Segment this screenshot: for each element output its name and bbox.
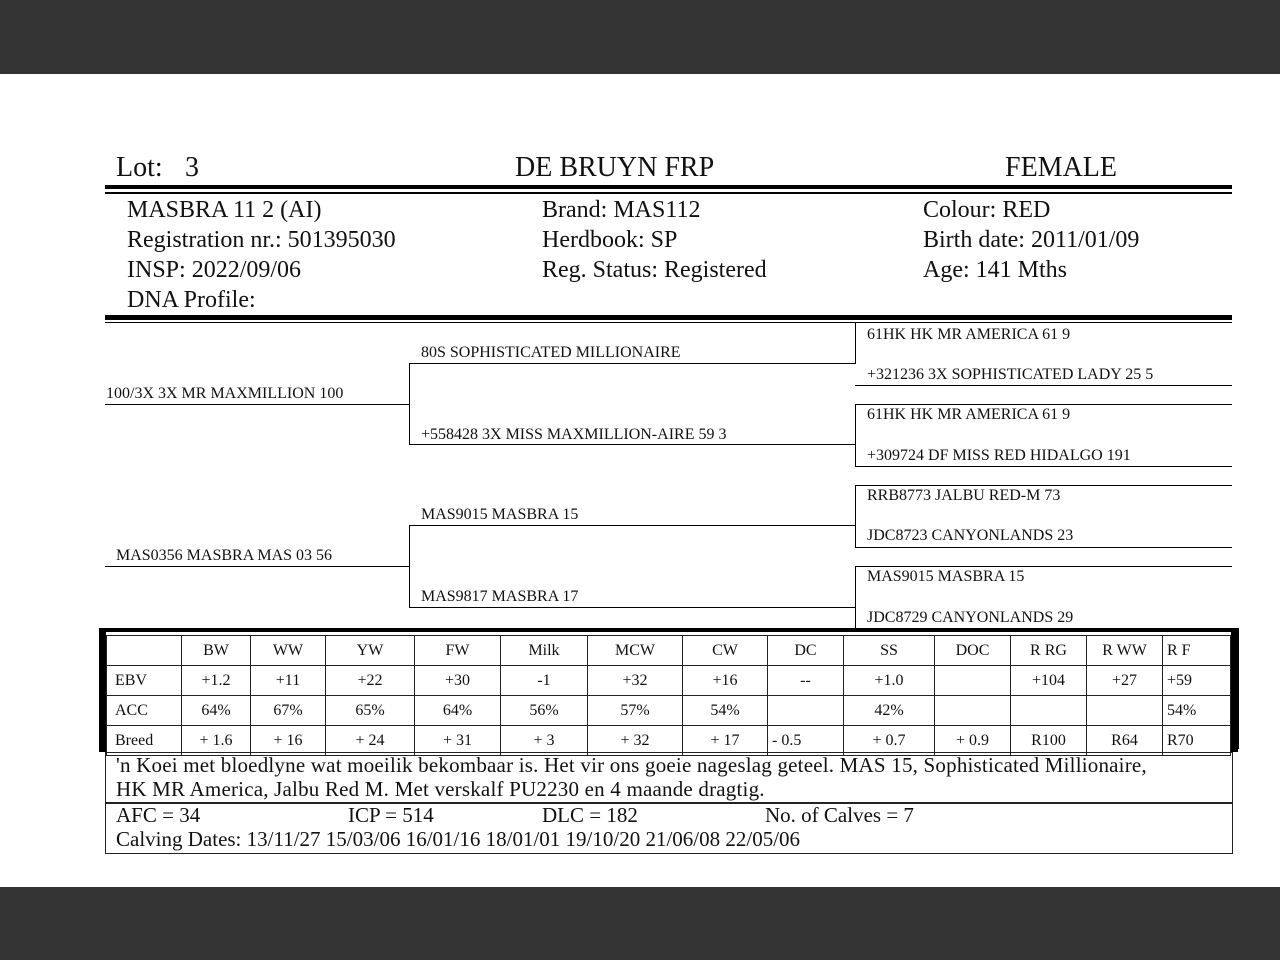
ggp-8: JDC8729 CANYONLANDS 29: [867, 609, 1074, 626]
acc-cell: 64%: [415, 696, 501, 726]
ebv-cell: -1: [501, 666, 588, 696]
ggp-6-line: [855, 547, 1232, 548]
breed-cell: + 3: [501, 726, 588, 756]
ebv-cell: +1.2: [182, 666, 251, 696]
info-rule-thin: [105, 322, 1232, 323]
ebv-cell: +16: [683, 666, 768, 696]
dam-sire: MAS9015 MASBRA 15: [421, 506, 579, 523]
breed-cell: + 17: [683, 726, 768, 756]
ebv-cell: +11: [251, 666, 326, 696]
acc-cell: 57%: [588, 696, 683, 726]
ggp-6: JDC8723 CANYONLANDS 23: [867, 527, 1074, 544]
acc-cell: 54%: [683, 696, 768, 726]
calves-count: No. of Calves = 7: [765, 803, 914, 827]
breed-cell: + 0.7: [844, 726, 935, 756]
acc-cell: [1011, 696, 1087, 726]
ebv-cell: +32: [588, 666, 683, 696]
sire-dam-line: [409, 444, 856, 445]
acc-cell: [768, 696, 844, 726]
dam-dam: MAS9817 MASBRA 17: [421, 588, 579, 605]
ggp-1: 61HK HK MR AMERICA 61 9: [867, 326, 1071, 343]
ggp-2-line: [855, 385, 1232, 386]
dam-bracket: [409, 525, 410, 608]
breed-cell: R64: [1087, 726, 1163, 756]
dam-sire-line: [409, 525, 856, 526]
acc-cell: 54%: [1163, 696, 1231, 726]
breed-cell: + 16: [251, 726, 326, 756]
sire-sire-line: [409, 363, 856, 364]
ggp-7: MAS9015 MASBRA 15: [867, 568, 1025, 585]
dlc-value: DLC = 182: [542, 803, 638, 827]
ebv-row-label: EBV: [107, 666, 182, 696]
ggp-5-line: [855, 485, 1232, 486]
icp-value: ICP = 514: [348, 803, 434, 827]
sire-sire: 80S SOPHISTICATED MILLIONAIRE: [421, 344, 681, 361]
breed-cell: + 31: [415, 726, 501, 756]
dna-profile: DNA Profile:: [127, 287, 256, 313]
comments-line-2: HK MR America, Jalbu Red M. Met verskalf PU2230 en 4 maande dragtig.: [116, 777, 765, 801]
ggp-7-line: [855, 566, 1232, 567]
ebv-header-cell: MCW: [588, 636, 683, 666]
info-rule-thick: [105, 315, 1232, 320]
sire-line: [105, 404, 410, 405]
acc-cell: 67%: [251, 696, 326, 726]
ggp-bracket-4: [855, 566, 856, 628]
ebv-header-cell: R F: [1163, 636, 1231, 666]
ggp-bracket-3: [855, 485, 856, 547]
ebv-header-cell: R RG: [1011, 636, 1087, 666]
ggp-3: 61HK HK MR AMERICA 61 9: [867, 406, 1071, 423]
ebv-header-cell: WW: [251, 636, 326, 666]
ebv-cell: +59: [1163, 666, 1231, 696]
breed-cell: R100: [1011, 726, 1087, 756]
breed-cell: - 0.5: [768, 726, 844, 756]
ggp-bracket-2: [855, 404, 856, 466]
ebv-header-cell: DOC: [935, 636, 1011, 666]
animal-name: MASBRA 11 2 (AI): [127, 197, 322, 223]
herdbook: Herdbook: SP: [542, 227, 678, 253]
ebv-header-row: [107, 636, 1231, 666]
breed-row: [107, 726, 1231, 756]
acc-cell: 42%: [844, 696, 935, 726]
ggp-4: +309724 DF MISS RED HIDALGO 191: [867, 447, 1131, 464]
ebv-header-cell: R WW: [1087, 636, 1163, 666]
ebv-header-cell: Milk: [501, 636, 588, 666]
afc-value: AFC = 34: [116, 803, 201, 827]
registration-status: Reg. Status: Registered: [542, 257, 767, 283]
ebv-header-cell: SS: [844, 636, 935, 666]
ggp-5: RRB8773 JALBU RED-M 73: [867, 487, 1061, 504]
breed-row-label: Breed: [107, 726, 182, 756]
ebv-cell: +1.0: [844, 666, 935, 696]
breed-cell: + 24: [326, 726, 415, 756]
ggp-4-line: [855, 466, 1232, 467]
ebv-header-cell: DC: [768, 636, 844, 666]
age: Age: 141 Mths: [923, 257, 1067, 283]
ggp-3-line: [855, 404, 1232, 405]
acc-row-label: ACC: [107, 696, 182, 726]
registration-number: Registration nr.: 501395030: [127, 227, 396, 253]
breed-cell: + 32: [588, 726, 683, 756]
sex-label: FEMALE: [1005, 152, 1117, 183]
breeder-name: DE BRUYN FRP: [515, 152, 715, 183]
acc-row: [107, 696, 1231, 726]
ggp-2: +321236 3X SOPHISTICATED LADY 25 5: [867, 366, 1154, 383]
breed-cell: R70: [1163, 726, 1231, 756]
ebv-frame-right: [1231, 628, 1238, 752]
top-dark-band: [0, 0, 1280, 74]
sire: 100/3X 3X MR MAXMILLION 100: [106, 385, 344, 402]
ggp-bracket-1: [855, 323, 856, 364]
ebv-cell: --: [768, 666, 844, 696]
ebv-frame-left: [99, 628, 106, 752]
ebv-header-cell: FW: [415, 636, 501, 666]
inspection-date: INSP: 2022/09/06: [127, 257, 302, 283]
sire-dam: +558428 3X MISS MAXMILLION-AIRE 59 3: [421, 426, 727, 443]
birth-date: Birth date: 2011/01/09: [923, 227, 1140, 253]
acc-cell: 56%: [501, 696, 588, 726]
breed-cell: + 0.9: [935, 726, 1011, 756]
bottom-dark-band: [0, 887, 1280, 960]
dam-line: [105, 566, 410, 567]
ebv-cell: +27: [1087, 666, 1163, 696]
acc-cell: [935, 696, 1011, 726]
ebv-header-cell: CW: [683, 636, 768, 666]
acc-cell: 65%: [326, 696, 415, 726]
ebv-cell: [935, 666, 1011, 696]
ebv-cell: +104: [1011, 666, 1087, 696]
breed-cell: + 1.6: [182, 726, 251, 756]
acc-cell: 64%: [182, 696, 251, 726]
ebv-row: [107, 666, 1231, 696]
header-rule-thick: [105, 185, 1232, 189]
comments-line-1: 'n Koei met bloedlyne wat moeilik bekombaar is. Het vir ons goeie nageslag geteel. MAS 15, Sophisticated Millionaire,: [116, 753, 1147, 777]
dam: MAS0356 MASBRA MAS 03 56: [116, 547, 333, 564]
brand: Brand: MAS112: [542, 197, 701, 223]
dam-dam-line: [409, 607, 856, 608]
sire-bracket: [409, 363, 410, 445]
ebv-cell: +22: [326, 666, 415, 696]
ebv-table: [106, 635, 1231, 756]
calving-dates: Calving Dates: 13/11/27 15/03/06 16/01/16 18/01/01 19/10/20 21/06/08 22/05/06: [116, 827, 801, 851]
colour: Colour: RED: [923, 197, 1051, 223]
ebv-header-cell: [107, 636, 182, 666]
ebv-cell: +30: [415, 666, 501, 696]
lot-number: 3: [185, 152, 199, 183]
lot-label: Lot:: [116, 152, 163, 183]
ebv-header-cell: YW: [326, 636, 415, 666]
acc-cell: [1087, 696, 1163, 726]
header-rule-thin: [105, 192, 1232, 194]
ebv-header-cell: BW: [182, 636, 251, 666]
